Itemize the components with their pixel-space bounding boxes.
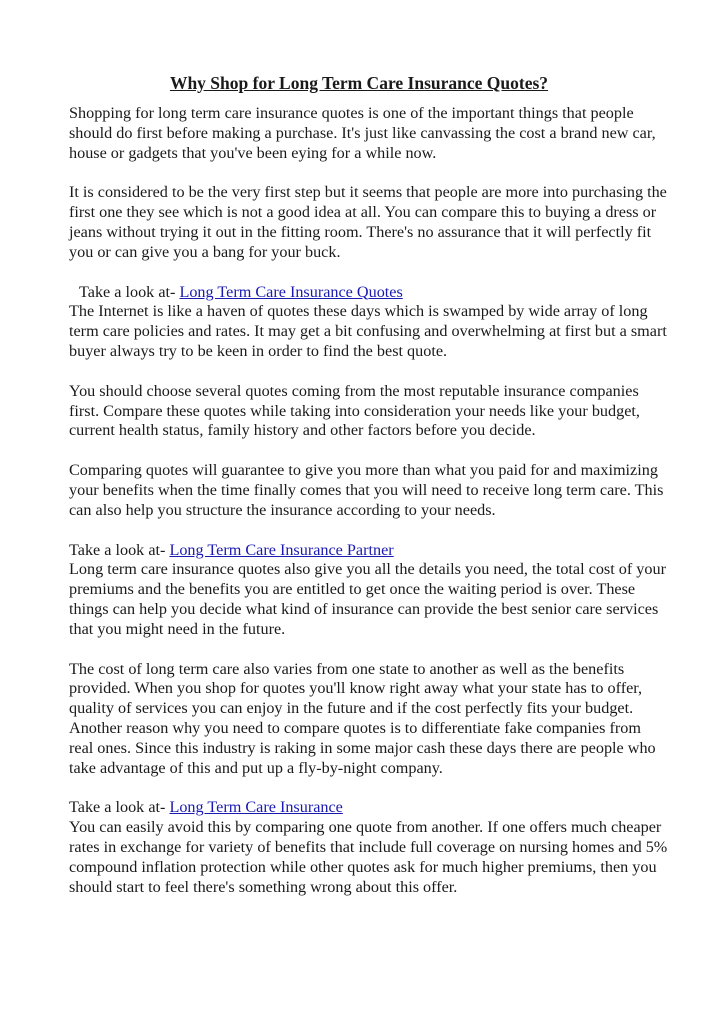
link-ltc-insurance[interactable]: Long Term Care Insurance — [169, 798, 343, 817]
reference-prefix: Take a look at- — [79, 282, 180, 301]
paragraph-details: Long term care insurance quotes also give you all the details you need, the total cost of your premiums and the benefits you are entitled to get once the waiting period is over. These things can help you decide what kind of insurance can provide the best senior care services that you might need in the future. — [69, 560, 666, 638]
paragraph-fake-companies: Another reason why you need to compare quotes is to differentiate fake companies from real ones. Since this industry is raking in some major cash these days there are people who take advantage of this and put up a fly-by-night company. — [69, 718, 656, 777]
paragraph-comparing-quotes: Comparing quotes will guarantee to give you more than what you paid for and maximizing your benefits when the time finally comes that you will need to receive long term care. This can also help you structure the insurance according to your needs. — [69, 461, 664, 519]
reference-prefix: Take a look at- — [69, 540, 170, 559]
reference-line-1 — [69, 283, 669, 303]
reference-line-3 — [69, 798, 669, 818]
page-title: Why Shop for Long Term Care Insurance Quotes? — [169, 73, 549, 93]
paragraph-choose-quotes: You should choose several quotes coming from the most reputable insurance companies first. Compare these quotes while taking into consideration your needs like your budget, current health status, family history and other factors before you decide. — [69, 381, 640, 440]
reference-line-2 — [69, 541, 669, 561]
document-page — [69, 72, 669, 917]
link-ltc-insurance-quotes[interactable]: Long Term Care Insurance Quotes — [179, 282, 403, 301]
link-ltc-insurance-partner[interactable]: Long Term Care Insurance Partner — [169, 540, 394, 559]
paragraph-intro: Shopping for long term care insurance quotes is one of the important things that people should do first before making a purchase. It's just like canvassing the cost a brand new car, house or gadgets that you've been eying for a while now. — [69, 104, 656, 162]
paragraph-avoid-fakes: You can easily avoid this by comparing one quote from another. If one offers much cheaper rates in exchange for variety of benefits that include full coverage on nursing homes and 5% compound inflation protection while other quotes ask for much higher premiums, then you should start to feel there's something wrong about this offer. — [69, 818, 668, 896]
paragraph-internet-haven: The Internet is like a haven of quotes these days which is swamped by wide array of long term care policies and rates. It may get a bit confusing and overwhelming at first but a smart buyer always try to be keen in order to find the best quote. — [69, 302, 667, 360]
reference-prefix: Take a look at- — [69, 798, 170, 817]
paragraph-cost-varies: The cost of long term care also varies from one state to another as well as the benefits provided. When you shop for quotes you'll know right away what your state has to offer, quality of services you can enjoy in the future and if the cost perfectly fits your budget. — [69, 659, 643, 718]
paragraph-first-step: It is considered to be the very first step but it seems that people are more into purchasing the first one they see which is not a good idea at all. You can compare this to buying a dress or jeans without trying it out in the fitting room. There's no assurance that it will perfectly fit you or can give you a bang for your buck. — [69, 183, 667, 261]
